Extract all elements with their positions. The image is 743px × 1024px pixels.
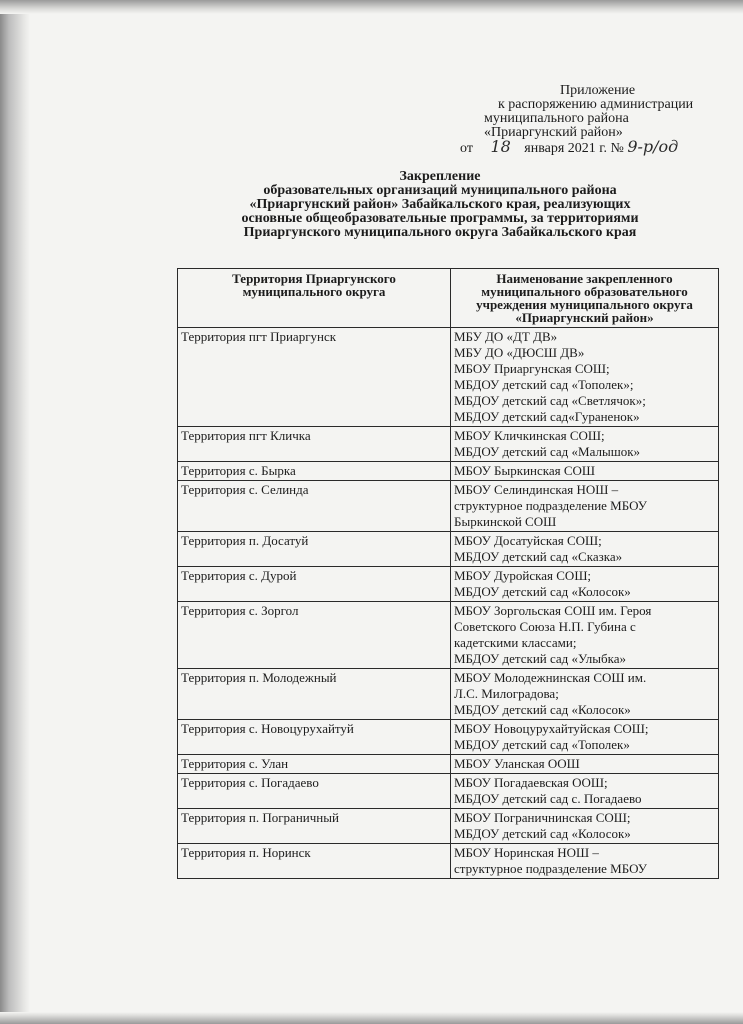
institution-line: МБОУ Зоргольская СОШ им. Героя <box>454 603 652 618</box>
institution-line: Л.С. Милоградова; <box>454 686 559 701</box>
institution-line: МБОУ Приаргунская СОШ; <box>454 361 610 376</box>
territory-cell: Территория с. Новоцурухайтуй <box>178 720 451 755</box>
institution-line: МБДОУ детский сад с. Погадаево <box>454 791 642 806</box>
institution-cell <box>451 774 719 809</box>
title-line3: «Приаргунский район» Забайкальского края, реализующих <box>249 197 631 212</box>
institution-cell <box>451 532 719 567</box>
institution-line: МБУ ДО «ДЮСШ ДВ» <box>454 345 585 360</box>
table-row <box>178 720 719 755</box>
institution-line: МБОУ Пограничнинская СОШ; <box>454 810 631 825</box>
territory-cell: Территория п. Норинск <box>178 844 451 879</box>
document-title <box>200 170 680 240</box>
institution-line: МБДОУ детский сад «Светлячок»; <box>454 393 646 408</box>
institution-line: МБДОУ детский сад «Колосок» <box>454 584 631 599</box>
institution-line: МБОУ Уланская ООШ <box>454 756 580 771</box>
institution-cell <box>451 809 719 844</box>
territory-cell: Территория с. Зоргол <box>178 602 451 669</box>
header-institution: Наименование закрепленного муниципального образовательного учреждения муниципального округа «Приаргунский район» <box>451 269 719 328</box>
territory-cell: Территория п. Пограничный <box>178 809 451 844</box>
appendix-line4: «Приаргунский район» <box>484 125 623 140</box>
institution-line: МБОУ Быркинская СОШ <box>454 463 596 478</box>
assignment-table <box>177 268 719 879</box>
appendix-block <box>460 83 735 156</box>
territory-cell: Территория п. Досатуй <box>178 532 451 567</box>
institution-line: Советского Союза Н.П. Губина с <box>454 619 636 634</box>
institution-line: МБОУ Кличкинская СОШ; <box>454 428 605 443</box>
territory-cell: Территория пгт Кличка <box>178 427 451 462</box>
title-line5: Приаргунского муниципального округа Забайкальского края <box>243 225 637 240</box>
institution-line: МБОУ Молодежнинская СОШ им. <box>454 670 647 685</box>
institution-line: МБУ ДО «ДТ ДВ» <box>454 329 558 344</box>
territory-cell: Территория с. Погадаево <box>178 774 451 809</box>
table-row <box>178 774 719 809</box>
table-row <box>178 755 719 774</box>
institution-line: МБОУ Селиндинская НОШ – <box>454 482 619 497</box>
institution-line: МБОУ Норинская НОШ – <box>454 845 599 860</box>
institution-line: МБДОУ детский сад «Колосок» <box>454 826 631 841</box>
institution-line: структурное подразделение МБОУ <box>454 498 647 513</box>
institution-cell <box>451 844 719 879</box>
territory-cell: Территория с. Селинда <box>178 481 451 532</box>
table-row <box>178 669 719 720</box>
date-day: 18 <box>490 137 511 156</box>
table-row <box>178 532 719 567</box>
territory-cell: Территория п. Молодежный <box>178 669 451 720</box>
institution-line: структурное подразделение МБОУ <box>454 861 647 876</box>
scan-top-edge <box>0 0 743 14</box>
institution-line: МБДОУ детский сад«Гураненок» <box>454 409 640 424</box>
territory-cell: Территория с. Дурой <box>178 567 451 602</box>
institution-line: МБОУ Погадаевская ООШ; <box>454 775 608 790</box>
institution-cell <box>451 720 719 755</box>
table-row <box>178 844 719 879</box>
table-header-row <box>178 269 719 328</box>
territory-cell: Территория пгт Приаргунск <box>178 328 451 427</box>
table-row <box>178 462 719 481</box>
date-rest: января 2021 г. № <box>524 141 624 156</box>
table-row <box>178 328 719 427</box>
order-number: 9-р/од <box>627 137 679 156</box>
scan-bottom-edge <box>0 1012 743 1024</box>
institution-line: кадетскими классами; <box>454 635 577 650</box>
institution-line: МБДОУ детский сад «Тополек» <box>454 737 630 752</box>
table-row <box>178 567 719 602</box>
institution-line: МБДОУ детский сад «Сказка» <box>454 549 623 564</box>
territory-cell: Территория с. Улан <box>178 755 451 774</box>
title-line2: образовательных организаций муниципального района <box>263 183 617 198</box>
scan-left-edge <box>0 0 30 1024</box>
table-row <box>178 602 719 669</box>
institution-cell <box>451 481 719 532</box>
appendix-date-line <box>460 137 735 156</box>
institution-cell <box>451 427 719 462</box>
appendix-line3: муниципального района <box>484 111 629 126</box>
institution-cell <box>451 755 719 774</box>
institution-cell <box>451 602 719 669</box>
institution-cell <box>451 669 719 720</box>
institution-line: МБОУ Дуройская СОШ; <box>454 568 592 583</box>
institution-line: МБОУ Новоцурухайтуйская СОШ; <box>454 721 649 736</box>
institution-cell <box>451 328 719 427</box>
header-territory: Территория Приаргунского муниципального округа <box>178 269 451 328</box>
institution-line: МБОУ Досатуйская СОШ; <box>454 533 602 548</box>
institution-line: МБДОУ детский сад «Улыбка» <box>454 651 627 666</box>
institution-line: Быркинской СОШ <box>454 514 557 529</box>
table-row <box>178 481 719 532</box>
institution-line: МБДОУ детский сад «Малышок» <box>454 444 641 459</box>
title-line1: Закрепление <box>399 169 481 184</box>
title-line4: основные общеобразовательные программы, за территориями <box>241 211 639 226</box>
institution-line: МБДОУ детский сад «Тополек»; <box>454 377 634 392</box>
appendix-line2: к распоряжению администрации <box>498 97 694 112</box>
institution-cell <box>451 462 719 481</box>
territory-cell: Территория с. Бырка <box>178 462 451 481</box>
institution-cell <box>451 567 719 602</box>
date-prefix: от <box>460 141 473 156</box>
institution-line: МБДОУ детский сад «Колосок» <box>454 702 631 717</box>
table-row <box>178 809 719 844</box>
table-row <box>178 427 719 462</box>
appendix-line1: Приложение <box>560 83 636 98</box>
